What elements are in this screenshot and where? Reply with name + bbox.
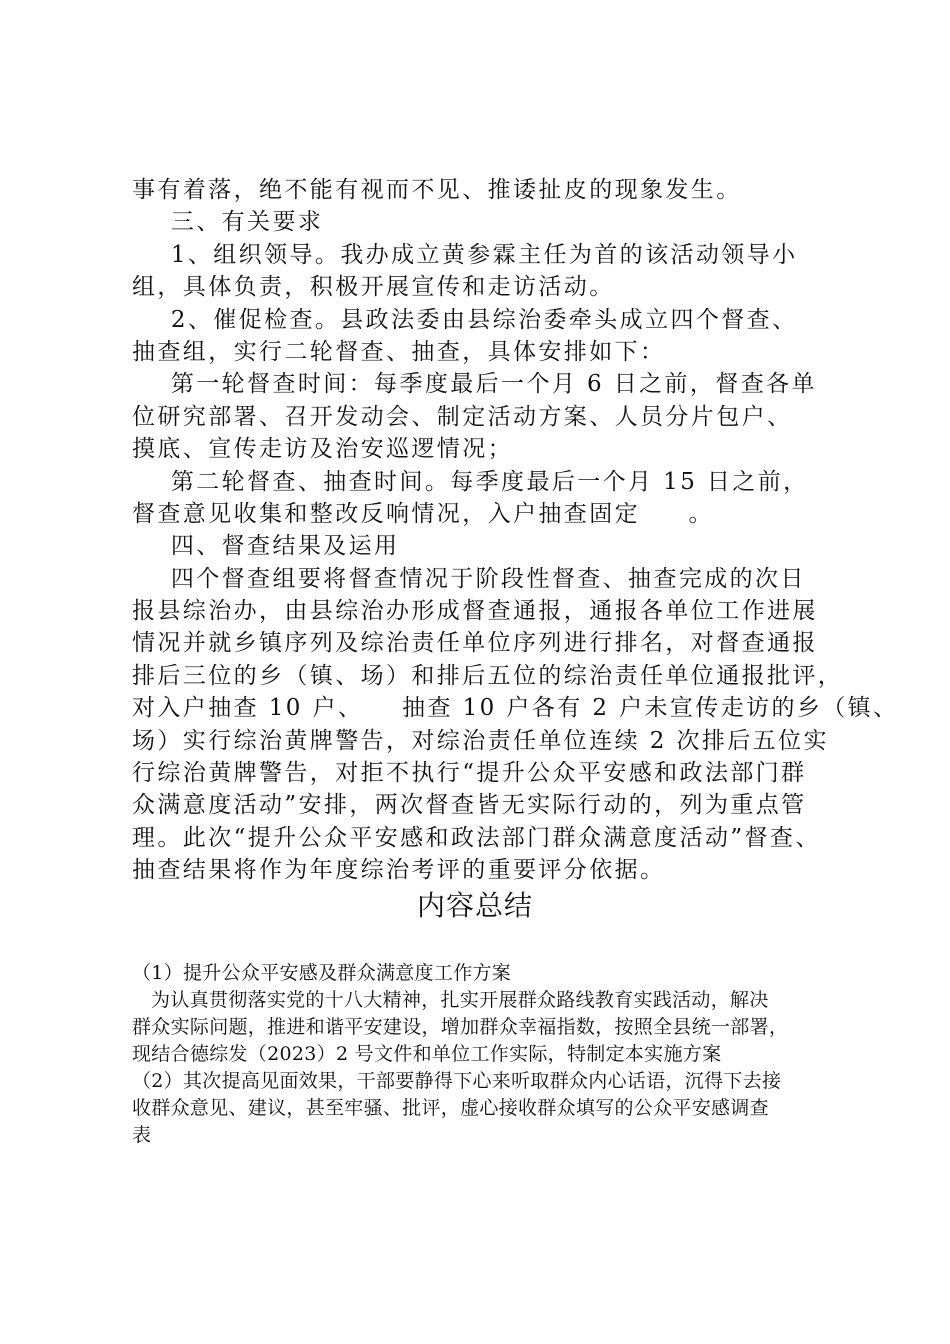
body-line: 理。此次“提升公众平安感和政法部门群众满意度活动”督查、	[132, 824, 821, 851]
body-line: 抽查结果将作为年度综治考评的重要评分依据。	[132, 857, 666, 884]
section-heading: 四、督查结果及运用	[132, 533, 400, 560]
body-line: 摸底、宣传走访及治安巡逻情况；	[132, 436, 513, 463]
body-line: 四个督查组要将督查情况于阶段性督查、抽查完成的次日	[132, 565, 806, 592]
body-line: 位研究部署、召开发动会、制定活动方案、人员分片包户、	[132, 403, 793, 430]
body-line: 第一轮督查时间：每季度最后一个月 6 日之前，督查各单	[132, 371, 817, 398]
summary-line: 现结合德综发（2023）2 号文件和单位工作实际，特制定本实施方案	[132, 1043, 722, 1065]
body-line: 督查意见收集和整改反响情况，入户抽查固定 。	[132, 500, 714, 527]
summary-line: （1）提升公众平安感及群众满意度工作方案	[132, 962, 512, 984]
section-heading: 三、有关要求	[132, 209, 324, 236]
document-body	[132, 174, 899, 887]
body-line: 排后三位的乡（镇、场）和排后五位的综治责任单位通报批评，	[132, 662, 844, 689]
summary-line: 表	[132, 1124, 152, 1146]
summary-body	[132, 960, 842, 1149]
summary-line: 收群众意见、建议，甚至牢骚、批评，虚心接收群众填写的公众平安感调查	[132, 1097, 769, 1119]
summary-title: 内容总结	[416, 889, 533, 922]
body-line: 第二轮督查、抽查时间。每季度最后一个月 15 日之前，	[132, 468, 809, 495]
summary-line: （2）其次提高见面效果，干部要静得下心来听取群众内心话语，沉得下去接	[132, 1070, 782, 1092]
summary-line: 为认真贯彻落实党的十八大精神，扎实开展群众路线教育实践活动，解决	[132, 989, 769, 1011]
body-line: 场）实行综治黄牌警告，对综治责任单位连续 2 次排后五位实	[132, 727, 829, 754]
body-line: 众满意度活动”安排，两次督查皆无实际行动的，列为重点管	[132, 792, 807, 819]
body-line: 事有着落，绝不能有视而不见、推诿扯皮的现象发生。	[132, 177, 742, 203]
body-line: 行综治黄牌警告，对拒不执行“提升公众平安感和政法部门群	[132, 760, 807, 787]
summary-line: 群众实际问题，推进和谐平安建设，增加群众幸福指数，按照全县统一部署，	[132, 1016, 789, 1038]
body-line: 组，具体负责，积极开展宣传和走访活动。	[132, 274, 615, 301]
body-line: 报县综治办，由县综治办形成督查通报，通报各单位工作进展	[132, 598, 818, 625]
body-line: 抽查组，实行二轮督查、抽查，具体安排如下：	[132, 338, 666, 365]
body-line: 1、组织领导。我办成立黄参霖主任为首的该活动领导小	[132, 241, 798, 268]
body-line: 2、催促检查。县政法委由县综治委牵头成立四个督查、	[132, 306, 798, 333]
body-line: 对入户抽查 10 户、 抽查 10 户各有 2 户未宣传走访的乡（镇、	[132, 695, 899, 722]
body-line: 情况并就乡镇序列及综治责任单位序列进行排名，对督查通报	[132, 630, 818, 657]
